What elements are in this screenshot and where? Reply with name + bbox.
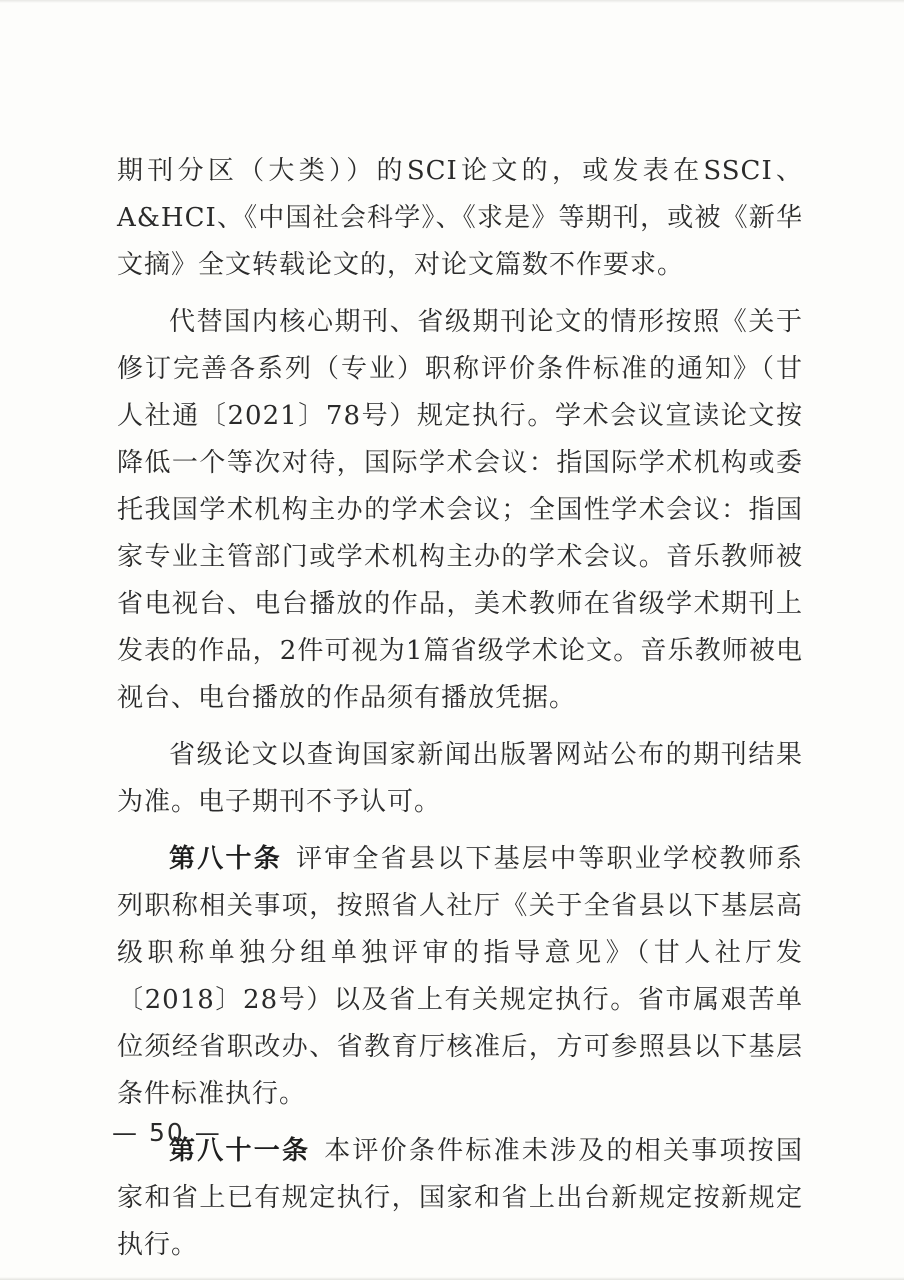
paragraph-text: 期刊分区（大类））的SCI论文的，或发表在SSCI、A&HCI、《中国社会科学》、《求是》等期刊，或被《新华文摘》全文转载论文的，对论文篇数不作要求。: [117, 156, 803, 280]
article-81: [117, 1128, 803, 1269]
article-80-text: 评审全省县以下基层中等职业学校教师系列职称相关事项，按照省人社厅《关于全省县以下基层高级职称单独分组单独评审的指导意见》（甘人社厅发〔2018〕28号）以及省上有关规定执行。省市属艰苦单位须经省职改办、省教育厅核准后，方可参照县以下基层条件标准执行。: [117, 844, 803, 1109]
document-body: [117, 148, 803, 1279]
paragraph-provincial-papers: [117, 732, 803, 826]
page-number: — 50 —: [112, 1118, 222, 1147]
article-81-text: 本评价条件标准未涉及的相关事项按国家和省上已有规定执行，国家和省上出台新规定按新规定执行。: [117, 1136, 803, 1260]
article-80-heading: 第八十条: [169, 844, 282, 874]
paragraph-text: 省级论文以查询国家新闻出版署网站公布的期刊结果为准。电子期刊不予认可。: [117, 740, 803, 817]
scan-edge-top: [0, 0, 904, 3]
paragraph-sci-papers: [117, 148, 803, 289]
article-81-heading: 第八十一条: [169, 1136, 311, 1166]
article-80: [117, 836, 803, 1118]
paragraph-substitute-journals: [117, 299, 803, 722]
paragraph-text: 代替国内核心期刊、省级期刊论文的情形按照《关于修订完善各系列（专业）职称评价条件标准的通知》（甘人社通〔2021〕78号）规定执行。学术会议宣读论文按降低一个等次对待，国际学术会议：指国际学术机构或委托我国学术机构主办的学术会议；全国性学术会议：指国家专业主管部门或学术机构主办的学术会议。音乐教师被省电视台、电台播放的作品，美术教师在省级学术期刊上发表的作品，2件可视为1篇省级学术论文。音乐教师被电视台、电台播放的作品须有播放凭据。: [117, 307, 803, 713]
